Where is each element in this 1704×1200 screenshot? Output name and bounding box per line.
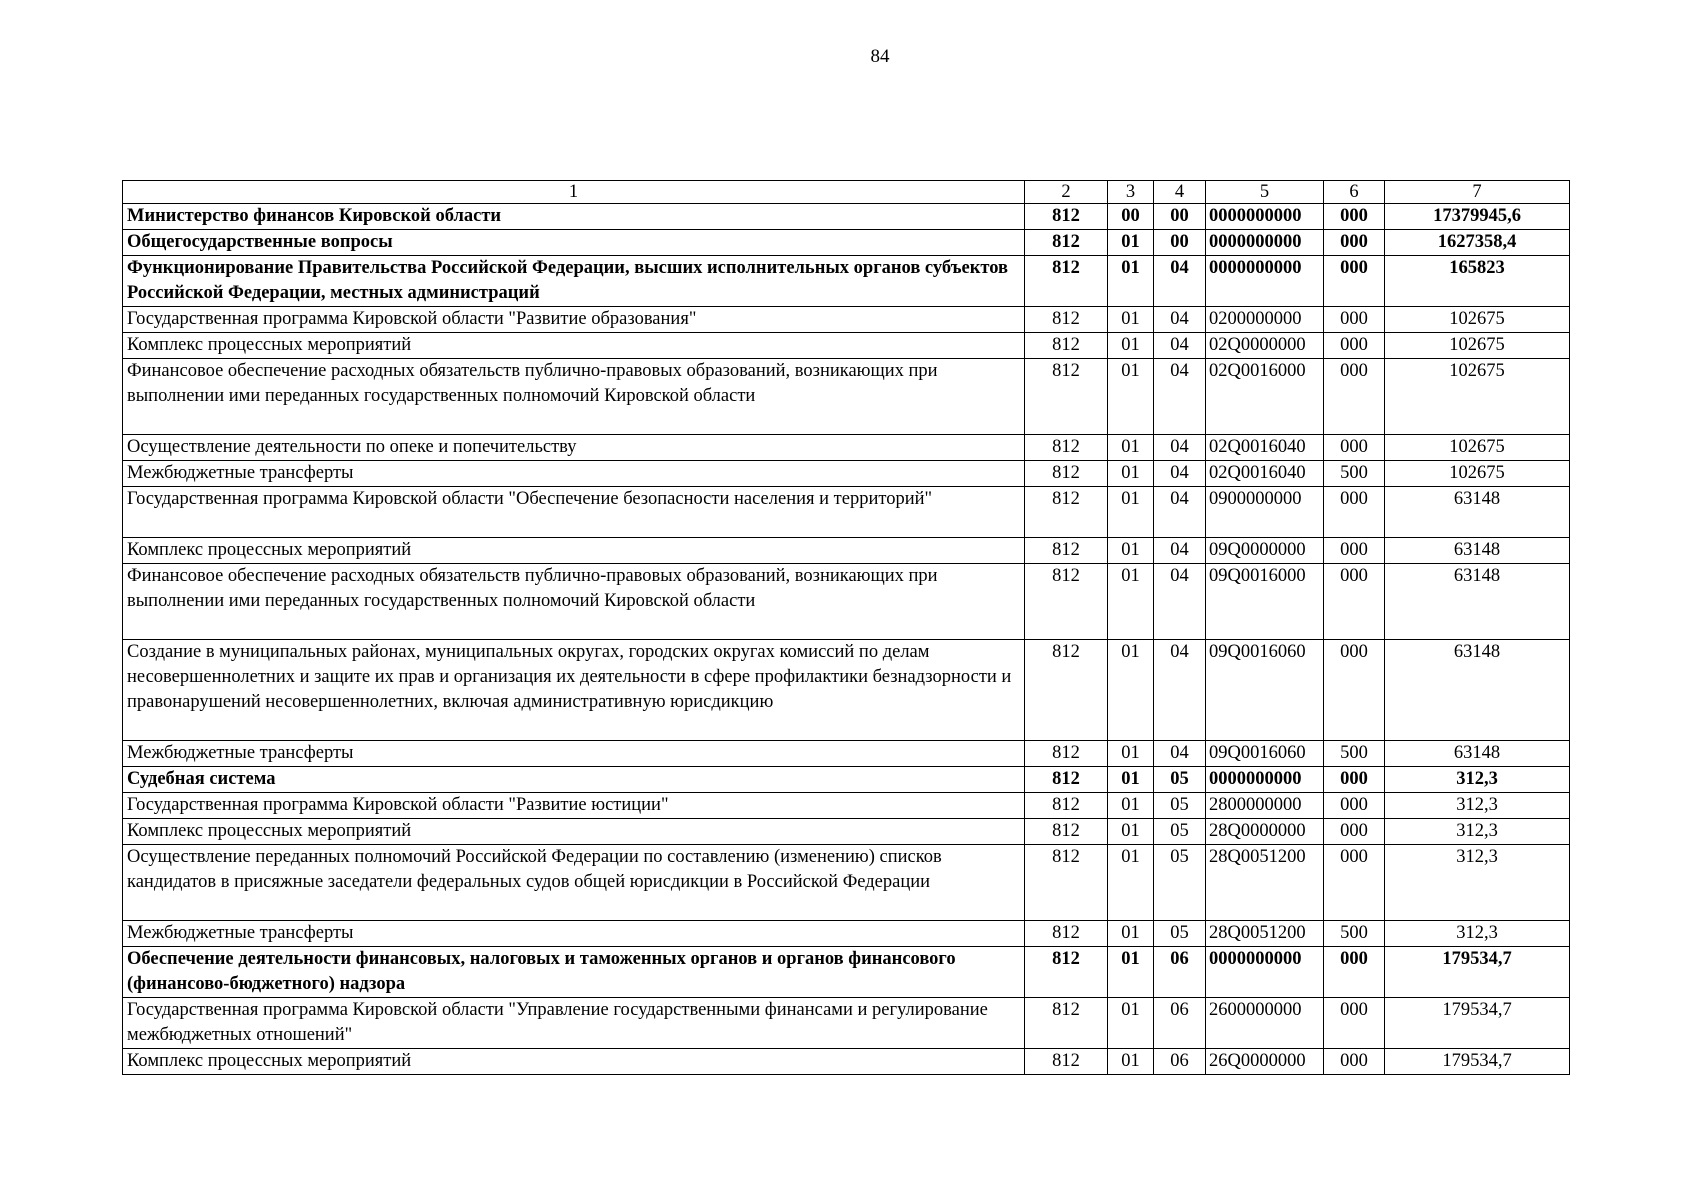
ministry-code-cell: 812	[1025, 947, 1108, 998]
amount-cell: 1627358,4	[1385, 230, 1570, 256]
subsection-code-cell: 06	[1154, 998, 1206, 1049]
target-item-code-cell: 26Q0000000	[1206, 1049, 1324, 1075]
table-row	[123, 793, 1570, 819]
expense-type-cell: 000	[1324, 487, 1385, 538]
table-row	[123, 921, 1570, 947]
table-row	[123, 307, 1570, 333]
section-code-cell: 01	[1108, 538, 1154, 564]
ministry-code-cell: 812	[1025, 256, 1108, 307]
header-cell: 3	[1108, 181, 1154, 204]
target-item-code-cell: 02Q0016040	[1206, 435, 1324, 461]
header-cell: 1	[123, 181, 1025, 204]
subsection-code-cell: 00	[1154, 230, 1206, 256]
row-name-cell: Межбюджетные трансферты	[123, 921, 1025, 947]
subsection-code-cell: 04	[1154, 307, 1206, 333]
section-code-cell: 01	[1108, 793, 1154, 819]
table-row	[123, 256, 1570, 307]
subsection-code-cell: 06	[1154, 1049, 1206, 1075]
expense-type-cell: 500	[1324, 741, 1385, 767]
ministry-code-cell: 812	[1025, 640, 1108, 741]
expense-type-cell: 000	[1324, 333, 1385, 359]
budget-table	[122, 180, 1570, 1075]
target-item-code-cell: 0000000000	[1206, 767, 1324, 793]
amount-cell: 63148	[1385, 640, 1570, 741]
ministry-code-cell: 812	[1025, 793, 1108, 819]
ministry-code-cell: 812	[1025, 921, 1108, 947]
expense-type-cell: 000	[1324, 793, 1385, 819]
row-name-cell: Государственная программа Кировской области "Обеспечение безопасности населения и территорий"	[123, 487, 1025, 538]
amount-cell: 63148	[1385, 564, 1570, 640]
table-row	[123, 1049, 1570, 1075]
header-cell: 5	[1206, 181, 1324, 204]
ministry-code-cell: 812	[1025, 204, 1108, 230]
table-row	[123, 947, 1570, 998]
expense-type-cell: 000	[1324, 640, 1385, 741]
ministry-code-cell: 812	[1025, 333, 1108, 359]
row-name-cell: Обеспечение деятельности финансовых, налоговых и таможенных органов и органов финансового (финансово-бюджетного) надзора	[123, 947, 1025, 998]
expense-type-cell: 000	[1324, 230, 1385, 256]
expense-type-cell: 500	[1324, 461, 1385, 487]
section-code-cell: 01	[1108, 435, 1154, 461]
amount-cell: 102675	[1385, 333, 1570, 359]
amount-cell: 312,3	[1385, 793, 1570, 819]
expense-type-cell: 000	[1324, 998, 1385, 1049]
subsection-code-cell: 05	[1154, 819, 1206, 845]
ministry-code-cell: 812	[1025, 435, 1108, 461]
row-name-cell: Министерство финансов Кировской области	[123, 204, 1025, 230]
target-item-code-cell: 02Q0016000	[1206, 359, 1324, 435]
expense-type-cell: 000	[1324, 947, 1385, 998]
amount-cell: 179534,7	[1385, 998, 1570, 1049]
section-code-cell: 01	[1108, 947, 1154, 998]
row-name-cell: Финансовое обеспечение расходных обязательств публично-правовых образований, возникающих при выполнении ими переданных государственных полномочий Кировской области	[123, 359, 1025, 435]
row-name-cell: Межбюджетные трансферты	[123, 461, 1025, 487]
subsection-code-cell: 04	[1154, 640, 1206, 741]
table-row	[123, 564, 1570, 640]
section-code-cell: 01	[1108, 1049, 1154, 1075]
subsection-code-cell: 04	[1154, 435, 1206, 461]
ministry-code-cell: 812	[1025, 307, 1108, 333]
expense-type-cell: 000	[1324, 845, 1385, 921]
table-row	[123, 359, 1570, 435]
ministry-code-cell: 812	[1025, 461, 1108, 487]
target-item-code-cell: 28Q0051200	[1206, 845, 1324, 921]
expense-type-cell: 500	[1324, 921, 1385, 947]
row-name-cell: Государственная программа Кировской области "Развитие юстиции"	[123, 793, 1025, 819]
ministry-code-cell: 812	[1025, 998, 1108, 1049]
section-code-cell: 01	[1108, 640, 1154, 741]
expense-type-cell: 000	[1324, 819, 1385, 845]
amount-cell: 63148	[1385, 487, 1570, 538]
subsection-code-cell: 04	[1154, 359, 1206, 435]
row-name-cell: Создание в муниципальных районах, муниципальных округах, городских округах комиссий по делам несовершеннолетних и защите их прав и организация их деятельности в сфере профилактики безнадзорности и правонарушений несовершеннолетних, включая административную юрисдикцию	[123, 640, 1025, 741]
table-row	[123, 998, 1570, 1049]
target-item-code-cell: 09Q0016060	[1206, 741, 1324, 767]
subsection-code-cell: 05	[1154, 793, 1206, 819]
section-code-cell: 01	[1108, 359, 1154, 435]
subsection-code-cell: 04	[1154, 461, 1206, 487]
ministry-code-cell: 812	[1025, 359, 1108, 435]
table-row	[123, 819, 1570, 845]
row-name-cell: Комплекс процессных мероприятий	[123, 1049, 1025, 1075]
ministry-code-cell: 812	[1025, 819, 1108, 845]
target-item-code-cell: 28Q0051200	[1206, 921, 1324, 947]
target-item-code-cell: 02Q0016040	[1206, 461, 1324, 487]
subsection-code-cell: 05	[1154, 921, 1206, 947]
expense-type-cell: 000	[1324, 256, 1385, 307]
header-cell: 6	[1324, 181, 1385, 204]
ministry-code-cell: 812	[1025, 1049, 1108, 1075]
target-item-code-cell: 0000000000	[1206, 230, 1324, 256]
target-item-code-cell: 02Q0000000	[1206, 333, 1324, 359]
amount-cell: 165823	[1385, 256, 1570, 307]
row-name-cell: Судебная система	[123, 767, 1025, 793]
table-row	[123, 230, 1570, 256]
header-cell: 7	[1385, 181, 1570, 204]
target-item-code-cell: 09Q0016060	[1206, 640, 1324, 741]
ministry-code-cell: 812	[1025, 845, 1108, 921]
ministry-code-cell: 812	[1025, 767, 1108, 793]
subsection-code-cell: 04	[1154, 333, 1206, 359]
target-item-code-cell: 0000000000	[1206, 947, 1324, 998]
page-number: 84	[870, 46, 890, 67]
row-name-cell: Функционирование Правительства Российской Федерации, высших исполнительных органов субъектов Российской Федерации, местных администраций	[123, 256, 1025, 307]
section-code-cell: 01	[1108, 767, 1154, 793]
row-name-cell: Осуществление переданных полномочий Российской Федерации по составлению (изменению) списков кандидатов в присяжные заседатели федеральных судов общей юрисдикции в Российской Федерации	[123, 845, 1025, 921]
section-code-cell: 01	[1108, 256, 1154, 307]
table-row	[123, 435, 1570, 461]
amount-cell: 102675	[1385, 435, 1570, 461]
expense-type-cell: 000	[1324, 359, 1385, 435]
amount-cell: 312,3	[1385, 921, 1570, 947]
subsection-code-cell: 00	[1154, 204, 1206, 230]
row-name-cell: Финансовое обеспечение расходных обязательств публично-правовых образований, возникающих при выполнении ими переданных государственных полномочий Кировской области	[123, 564, 1025, 640]
section-code-cell: 01	[1108, 307, 1154, 333]
expense-type-cell: 000	[1324, 435, 1385, 461]
amount-cell: 17379945,6	[1385, 204, 1570, 230]
section-code-cell: 01	[1108, 845, 1154, 921]
ministry-code-cell: 812	[1025, 487, 1108, 538]
row-name-cell: Комплекс процессных мероприятий	[123, 538, 1025, 564]
subsection-code-cell: 05	[1154, 767, 1206, 793]
row-name-cell: Осуществление деятельности по опеке и попечительству	[123, 435, 1025, 461]
subsection-code-cell: 06	[1154, 947, 1206, 998]
section-code-cell: 01	[1108, 921, 1154, 947]
target-item-code-cell: 0900000000	[1206, 487, 1324, 538]
subsection-code-cell: 04	[1154, 538, 1206, 564]
section-code-cell: 01	[1108, 487, 1154, 538]
table-row	[123, 204, 1570, 230]
subsection-code-cell: 04	[1154, 564, 1206, 640]
row-name-cell: Комплекс процессных мероприятий	[123, 819, 1025, 845]
row-name-cell: Государственная программа Кировской области "Управление государственными финансами и регулирование межбюджетных отношений"	[123, 998, 1025, 1049]
section-code-cell: 00	[1108, 204, 1154, 230]
header-cell: 2	[1025, 181, 1108, 204]
target-item-code-cell: 2800000000	[1206, 793, 1324, 819]
target-item-code-cell: 0200000000	[1206, 307, 1324, 333]
subsection-code-cell: 04	[1154, 741, 1206, 767]
target-item-code-cell: 09Q0016000	[1206, 564, 1324, 640]
target-item-code-cell: 2600000000	[1206, 998, 1324, 1049]
expense-type-cell: 000	[1324, 204, 1385, 230]
ministry-code-cell: 812	[1025, 564, 1108, 640]
header-cell: 4	[1154, 181, 1206, 204]
target-item-code-cell: 0000000000	[1206, 256, 1324, 307]
subsection-code-cell: 04	[1154, 256, 1206, 307]
amount-cell: 63148	[1385, 741, 1570, 767]
table-row	[123, 741, 1570, 767]
row-name-cell: Межбюджетные трансферты	[123, 741, 1025, 767]
amount-cell: 312,3	[1385, 767, 1570, 793]
row-name-cell: Комплекс процессных мероприятий	[123, 333, 1025, 359]
table-row	[123, 845, 1570, 921]
table-row	[123, 487, 1570, 538]
ministry-code-cell: 812	[1025, 538, 1108, 564]
section-code-cell: 01	[1108, 998, 1154, 1049]
row-name-cell: Государственная программа Кировской области "Развитие образования"	[123, 307, 1025, 333]
amount-cell: 312,3	[1385, 845, 1570, 921]
amount-cell: 102675	[1385, 307, 1570, 333]
amount-cell: 102675	[1385, 461, 1570, 487]
amount-cell: 312,3	[1385, 819, 1570, 845]
row-name-cell: Общегосударственные вопросы	[123, 230, 1025, 256]
table-row	[123, 333, 1570, 359]
subsection-code-cell: 05	[1154, 845, 1206, 921]
amount-cell: 179534,7	[1385, 1049, 1570, 1075]
section-code-cell: 01	[1108, 819, 1154, 845]
amount-cell: 63148	[1385, 538, 1570, 564]
table-row	[123, 767, 1570, 793]
expense-type-cell: 000	[1324, 307, 1385, 333]
ministry-code-cell: 812	[1025, 741, 1108, 767]
table-row	[123, 640, 1570, 741]
expense-type-cell: 000	[1324, 538, 1385, 564]
table-row	[123, 538, 1570, 564]
amount-cell: 179534,7	[1385, 947, 1570, 998]
section-code-cell: 01	[1108, 461, 1154, 487]
target-item-code-cell: 0000000000	[1206, 204, 1324, 230]
target-item-code-cell: 28Q0000000	[1206, 819, 1324, 845]
expense-type-cell: 000	[1324, 1049, 1385, 1075]
section-code-cell: 01	[1108, 230, 1154, 256]
section-code-cell: 01	[1108, 741, 1154, 767]
table-header-row	[123, 181, 1570, 204]
ministry-code-cell: 812	[1025, 230, 1108, 256]
section-code-cell: 01	[1108, 333, 1154, 359]
expense-type-cell: 000	[1324, 564, 1385, 640]
subsection-code-cell: 04	[1154, 487, 1206, 538]
expense-type-cell: 000	[1324, 767, 1385, 793]
section-code-cell: 01	[1108, 564, 1154, 640]
amount-cell: 102675	[1385, 359, 1570, 435]
table-row	[123, 461, 1570, 487]
target-item-code-cell: 09Q0000000	[1206, 538, 1324, 564]
